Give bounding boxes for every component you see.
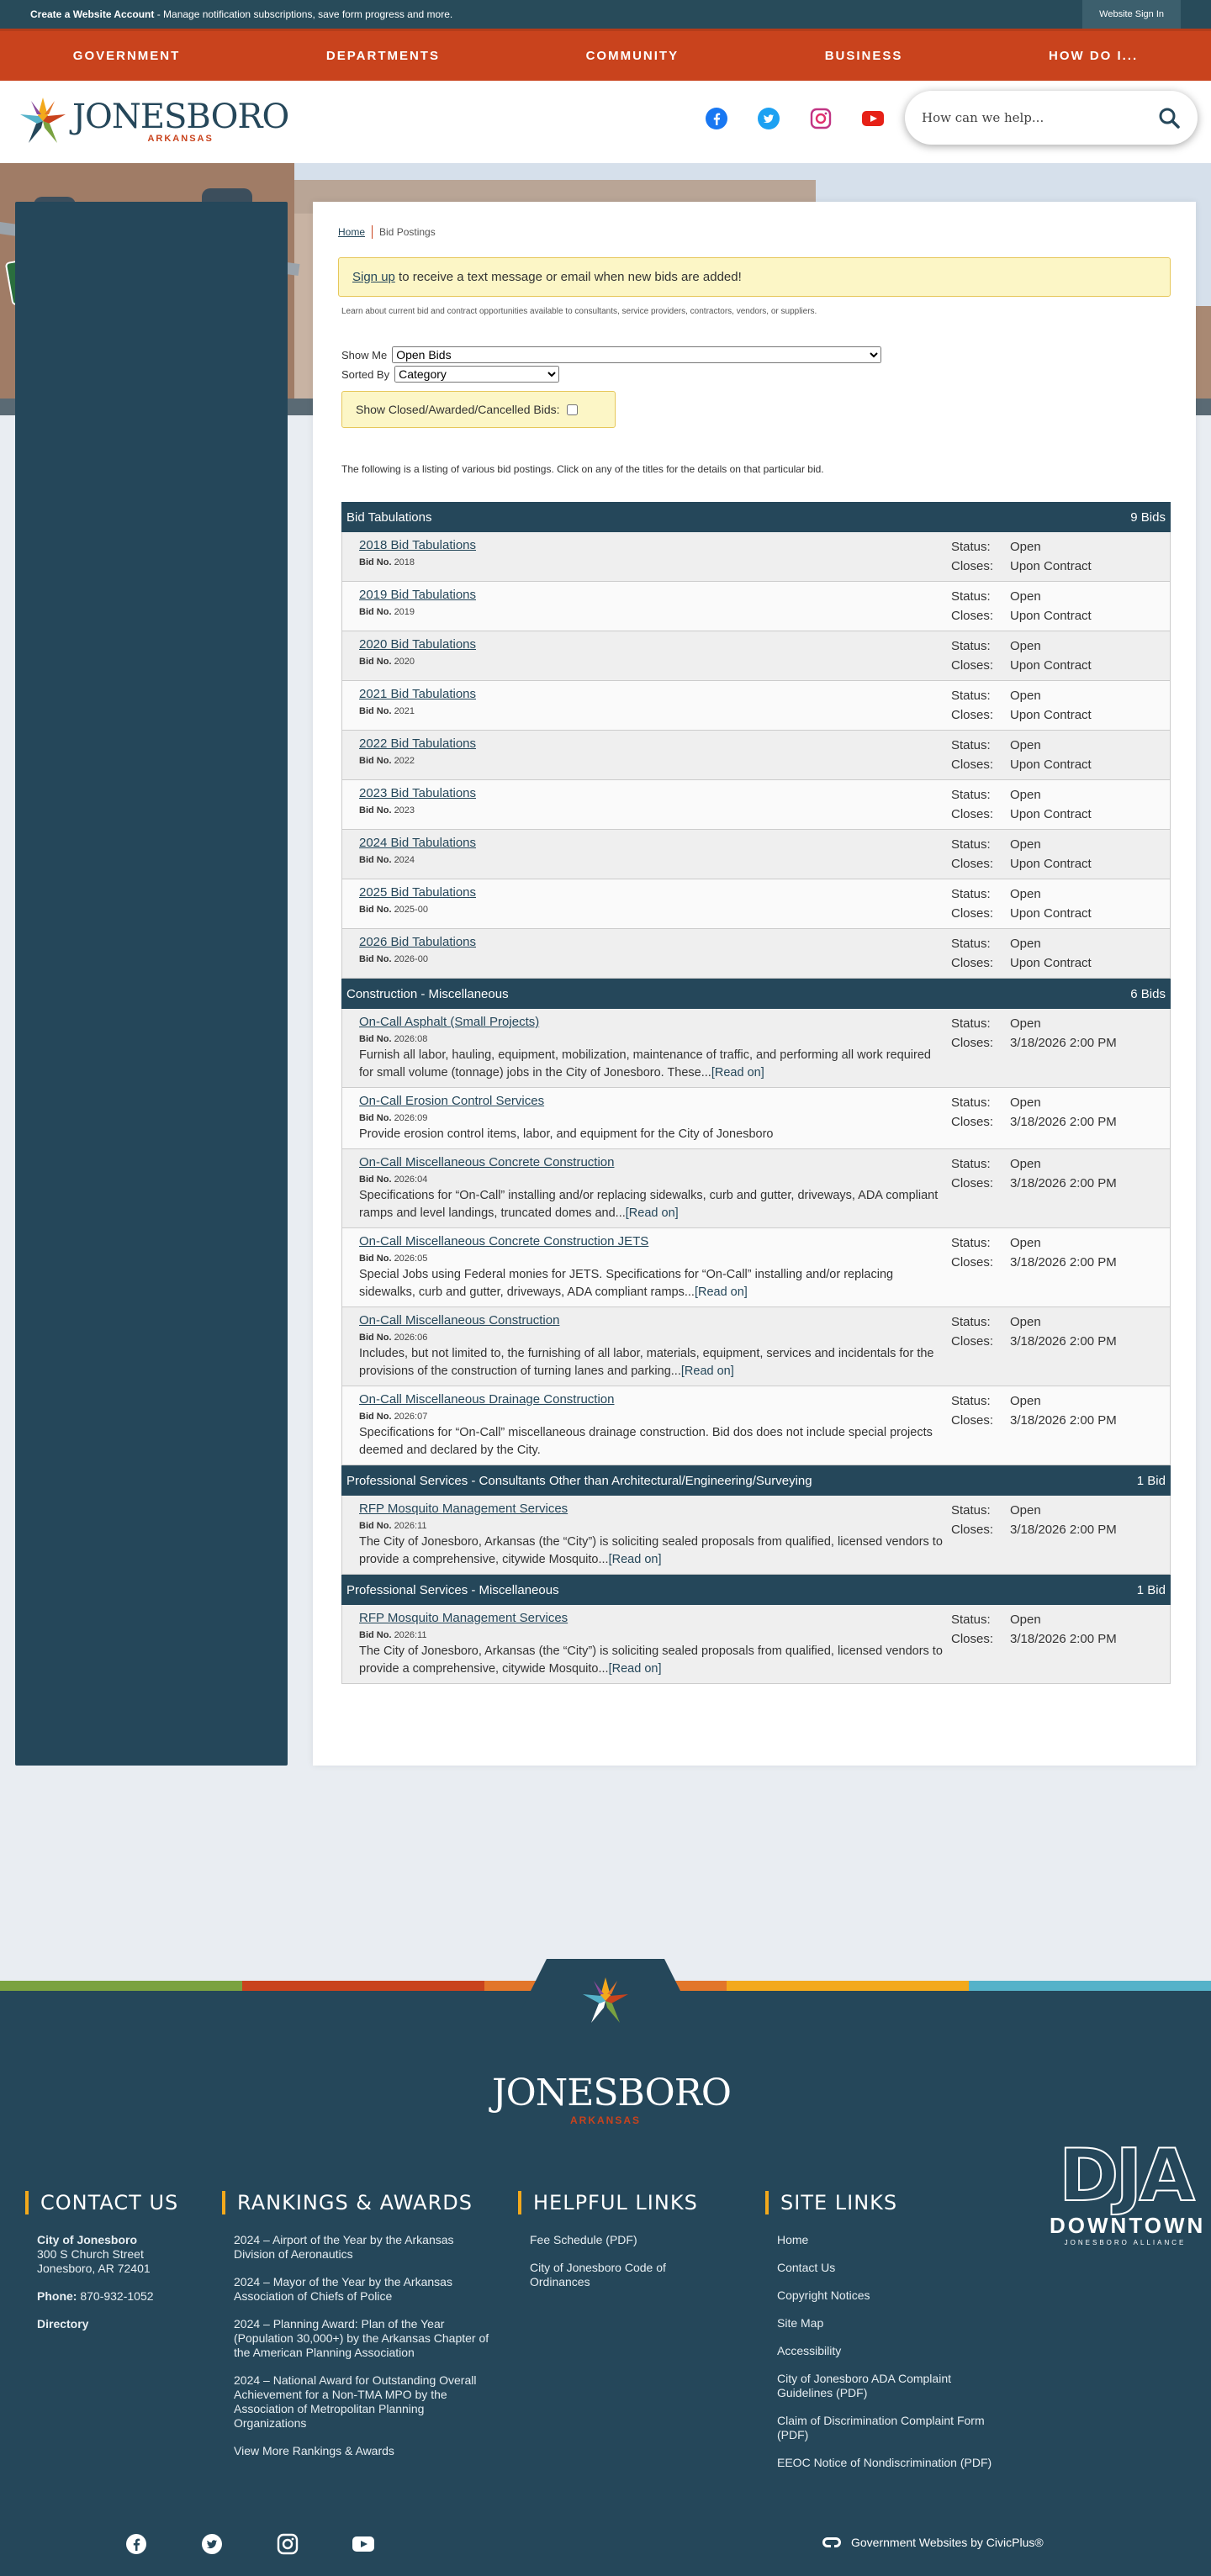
bid-description: Furnish all labor, hauling, equipment, mobilization, maintenance of traffic, and performing all work required for small volume (tonnage) jobs in the City of Jonesboro. These...[Read on]	[359, 1048, 931, 1079]
listing-instructions: The following is a listing of various bid postings. Click on any of the titles for the details on that particular bid.	[341, 463, 824, 475]
create-account-link[interactable]: Create a Website Account - Manage notification subscriptions, save form progress and more.	[30, 8, 453, 20]
bid-status: Status: Open	[951, 689, 1041, 703]
bid-status: Status: Open	[951, 738, 1041, 752]
dja-downtown-text: DOWNTOWN	[1050, 2213, 1206, 2238]
contact-us-column	[25, 2191, 193, 2345]
bid-row	[341, 1605, 1171, 1684]
bid-title-link[interactable]: On-Call Erosion Control Services	[359, 1094, 545, 1108]
bid-row	[341, 1386, 1171, 1465]
category-name: Construction - Miscellaneous	[346, 986, 509, 1001]
notice-text: to receive a text message or email when new bids are added!	[394, 270, 742, 284]
nav-how-do-i[interactable]: HOW DO I...	[1049, 49, 1139, 63]
bid-status: Status: Open	[951, 1394, 1041, 1408]
fee-schedule-link[interactable]: Fee Schedule (PDF)	[530, 2233, 637, 2246]
bid-number: Bid No. 2026:06	[359, 1333, 428, 1343]
category-name: Professional Services - Consultants Other than Architectural/Engineering/Surveying	[346, 1473, 812, 1488]
bid-row	[341, 929, 1171, 979]
site-link-ada-guidelines[interactable]: City of Jonesboro ADA Complaint Guidelines (PDF)	[777, 2372, 951, 2399]
bid-row	[341, 532, 1171, 582]
bid-status: Status: Open	[951, 1503, 1041, 1518]
bid-number: Bid No. 2026:11	[359, 1630, 427, 1640]
helpful-links-column	[518, 2191, 711, 2303]
site-search	[905, 91, 1198, 145]
read-on-link[interactable]: [Read on]	[680, 1365, 734, 1378]
breadcrumb	[338, 225, 1171, 239]
bid-closes: Closes: 3/18/2026 2:00 PM	[951, 1176, 1117, 1190]
bid-status: Status: Open	[951, 589, 1041, 604]
site-logo[interactable]	[17, 96, 288, 148]
youtube-icon[interactable]	[352, 2532, 375, 2556]
bid-status: Status: Open	[951, 788, 1041, 802]
site-link-eeoc-notice[interactable]: EEOC Notice of Nondiscrimination (PDF)	[777, 2456, 992, 2469]
bid-title-link[interactable]: 2021 Bid Tabulations	[359, 687, 476, 701]
civicplus-credit[interactable]	[821, 2536, 1044, 2549]
bid-row	[341, 1496, 1171, 1575]
bid-row	[341, 681, 1171, 731]
bid-status: Status: Open	[951, 1315, 1041, 1329]
read-on-link[interactable]: [Read on]	[608, 1553, 662, 1566]
ranking-link[interactable]: 2024 – Airport of the Year by the Arkansas Division of Aeronautics	[234, 2233, 454, 2261]
bid-title-link[interactable]: 2018 Bid Tabulations	[359, 538, 476, 552]
notify-me-notice	[338, 257, 1171, 297]
dja-downtown-logo[interactable]	[1050, 2134, 1206, 2246]
read-on-link[interactable]: [Read on]	[625, 1206, 679, 1220]
category-header	[341, 1575, 1171, 1605]
ranking-link[interactable]: 2024 – Planning Award: Plan of the Year (Population 30,000+) by the Arkansas Chapter of the American Planning Association	[234, 2317, 489, 2359]
footer-logo-sub: ARKANSAS	[569, 2114, 641, 2126]
bid-title-link[interactable]: RFP Mosquito Management Services	[359, 1502, 568, 1516]
social-links	[705, 107, 885, 130]
bid-title-link[interactable]: On-Call Miscellaneous Drainage Construction	[359, 1392, 615, 1407]
bid-number: Bid No. 2019	[359, 607, 415, 617]
star-logo-icon	[17, 96, 69, 148]
breadcrumb-home-link[interactable]: Home	[338, 226, 366, 238]
bid-number: Bid No. 2025-00	[359, 905, 428, 915]
bid-list	[338, 1496, 1171, 1575]
bid-row	[341, 1307, 1171, 1386]
helpful-links-heading: HELPFUL LINKS	[518, 2191, 711, 2214]
bid-list	[338, 532, 1171, 979]
dja-letters: DJA	[1059, 2134, 1192, 2218]
dja-alliance-text: JONESBORO ALLIANCE	[1064, 2239, 1187, 2246]
bid-row	[341, 1088, 1171, 1149]
search-input[interactable]	[922, 110, 1157, 125]
main-navigation	[0, 29, 1211, 81]
bid-status: Status: Open	[951, 1016, 1041, 1031]
view-more-rankings-link[interactable]: View More Rankings & Awards	[234, 2444, 394, 2457]
civicplus-text: Government Websites by CivicPlus®	[851, 2536, 1044, 2549]
footer-social-links	[124, 2532, 375, 2556]
bid-number: Bid No. 2026-00	[359, 954, 428, 964]
facebook-icon[interactable]	[705, 107, 728, 130]
show-closed-label: Show Closed/Awarded/Cancelled Bids:	[356, 403, 560, 416]
category-header	[341, 1465, 1171, 1496]
sorted-by-label: Sorted By	[341, 367, 390, 381]
contact-org: City of Jonesboro	[37, 2233, 138, 2246]
bid-category	[338, 502, 1171, 979]
site-link-accessibility[interactable]: Accessibility	[777, 2344, 842, 2357]
bid-closes: Closes: Upon Contract	[951, 906, 1092, 921]
site-link-home[interactable]: Home	[777, 2233, 809, 2246]
category-name: Bid Tabulations	[346, 509, 432, 525]
twitter-icon[interactable]	[757, 107, 780, 130]
breadcrumb-separator	[372, 225, 373, 239]
bid-closes: Closes: 3/18/2026 2:00 PM	[951, 1334, 1117, 1349]
bid-row	[341, 780, 1171, 830]
bid-title-link[interactable]: On-Call Miscellaneous Concrete Construction	[359, 1155, 615, 1169]
bid-row	[341, 1149, 1171, 1228]
bid-closes: Closes: 3/18/2026 2:00 PM	[951, 1632, 1117, 1646]
footer-logo-name: JONESBORO	[492, 2072, 731, 2114]
bid-status: Status: Open	[951, 540, 1041, 554]
bid-closes: Closes: 3/18/2026 2:00 PM	[951, 1115, 1117, 1129]
footer-logo[interactable]	[492, 2072, 731, 2126]
category-count: 9 Bids	[1130, 509, 1166, 525]
bid-description: The City of Jonesboro, Arkansas (the “City”) is soliciting sealed proposals from qualified, licensed vendors to provide a comprehensive, citywide Mosquito...[Read on]	[359, 1644, 943, 1676]
bid-status: Status: Open	[951, 639, 1041, 653]
bid-title-link[interactable]: 2023 Bid Tabulations	[359, 786, 476, 800]
bid-number: Bid No. 2026:04	[359, 1175, 428, 1185]
bid-closes: Closes: Upon Contract	[951, 708, 1092, 722]
category-header	[341, 979, 1171, 1009]
bid-title-link[interactable]: 2024 Bid Tabulations	[359, 836, 476, 850]
bid-number: Bid No. 2026:07	[359, 1412, 428, 1422]
youtube-icon[interactable]	[861, 107, 885, 130]
bid-closes: Closes: 3/18/2026 2:00 PM	[951, 1255, 1117, 1270]
bid-status: Status: Open	[951, 1613, 1041, 1627]
nav-departments[interactable]: DEPARTMENTS	[325, 49, 440, 63]
bid-closes: Closes: Upon Contract	[951, 658, 1092, 673]
read-on-link[interactable]: [Read on]	[694, 1285, 748, 1299]
bid-number: Bid No. 2021	[359, 706, 415, 716]
sorted-by-select[interactable]	[394, 366, 559, 383]
bid-description: Includes, but not limited to, the furnishing of all labor, materials, equipment, services and incidentals for the provisions of the construction of turning lanes and parking...[Read on]	[359, 1347, 934, 1378]
show-me-select[interactable]	[392, 346, 881, 363]
bid-status: Status: Open	[951, 937, 1041, 951]
directory-link[interactable]: Directory	[37, 2317, 89, 2331]
bid-number: Bid No. 2024	[359, 855, 415, 865]
read-on-link[interactable]: [Read on]	[711, 1066, 764, 1079]
bid-number: Bid No. 2026:09	[359, 1113, 428, 1123]
bid-closes: Closes: Upon Contract	[951, 609, 1092, 623]
bid-category	[338, 1465, 1171, 1575]
bid-row	[341, 879, 1171, 929]
site-footer	[0, 1981, 1211, 2576]
site-links-heading: SITE LINKS	[765, 2191, 1009, 2214]
nav-business[interactable]: BUSINESS	[824, 49, 903, 63]
bid-row	[341, 830, 1171, 879]
website-sign-in-button[interactable]: Website Sign In	[1082, 0, 1181, 29]
bid-number: Bid No. 2020	[359, 657, 415, 667]
logo-subtitle: ARKANSAS	[147, 134, 214, 144]
bid-list	[338, 1605, 1171, 1684]
ranking-link[interactable]: 2024 – Mayor of the Year by the Arkansas Association of Chiefs of Police	[234, 2275, 452, 2303]
bid-closes: Closes: 3/18/2026 2:00 PM	[951, 1413, 1117, 1428]
sidebar-panel	[15, 202, 288, 1766]
bid-description: Specifications for “On-Call” miscellaneous drainage construction. Bid dos does not include special projects deemed and declared by the City.	[359, 1426, 933, 1457]
category-count: 1 Bid	[1136, 1473, 1166, 1488]
twitter-icon[interactable]	[200, 2532, 224, 2556]
bid-number: Bid No. 2026:05	[359, 1254, 428, 1264]
page-body	[0, 226, 1211, 1979]
phone-label: Phone:	[37, 2289, 77, 2303]
bid-number: Bid No. 2023	[359, 805, 415, 816]
site-link-copyright[interactable]: Copyright Notices	[777, 2288, 870, 2302]
site-header	[0, 81, 1211, 163]
read-on-link[interactable]: [Read on]	[608, 1662, 662, 1676]
bid-number: Bid No. 2026:11	[359, 1521, 427, 1531]
site-links-column	[765, 2191, 1009, 2484]
bid-row	[341, 631, 1171, 681]
contact-address-2: Jonesboro, AR 72401	[37, 2262, 151, 2275]
bid-closes: Closes: 3/18/2026 2:00 PM	[951, 1523, 1117, 1537]
bid-description: The City of Jonesboro, Arkansas (the “City”) is soliciting sealed proposals from qualified, licensed vendors to provide a comprehensive, citywide Mosquito...[Read on]	[359, 1535, 943, 1566]
bid-categories	[338, 502, 1171, 1684]
rankings-heading: RANKINGS & AWARDS	[222, 2191, 491, 2214]
site-link-discrimination-form[interactable]: Claim of Discrimination Complaint Form (PDF)	[777, 2414, 985, 2441]
bid-title-link[interactable]: RFP Mosquito Management Services	[359, 1611, 568, 1625]
bid-category	[338, 1575, 1171, 1684]
bid-number: Bid No. 2018	[359, 557, 415, 567]
rankings-awards-column	[222, 2191, 491, 2472]
bid-title-link[interactable]: 2020 Bid Tabulations	[359, 637, 476, 652]
bid-status: Status: Open	[951, 1157, 1041, 1171]
search-icon[interactable]	[1157, 106, 1181, 129]
category-count: 1 Bid	[1136, 1582, 1166, 1597]
sign-up-link[interactable]: Sign up	[352, 270, 395, 284]
show-closed-toggle	[341, 391, 616, 428]
intro-text: Learn about current bid and contract opportunities available to consultants, service providers, contractors, vendors, or suppliers.	[341, 307, 817, 316]
civicplus-icon	[821, 2536, 843, 2549]
bid-closes: Closes: Upon Contract	[951, 757, 1092, 772]
bid-row	[341, 1009, 1171, 1088]
category-header	[341, 502, 1171, 532]
facebook-icon[interactable]	[124, 2532, 148, 2556]
bid-closes: Closes: Upon Contract	[951, 956, 1092, 970]
bid-closes: Closes: Upon Contract	[951, 857, 1092, 871]
bid-closes: Closes: Upon Contract	[951, 807, 1092, 821]
main-content	[313, 202, 1196, 1766]
nav-government[interactable]: GOVERNMENT	[72, 49, 181, 63]
logo-name: JONESBORO	[72, 98, 289, 136]
contact-address-1: 300 S Church Street	[37, 2247, 144, 2261]
bid-description: Provide erosion control items, labor, and equipment for the City of Jonesboro	[359, 1127, 774, 1141]
bid-status: Status: Open	[951, 887, 1041, 901]
bid-description: Special Jobs using Federal monies for JETS. Specifications for “On-Call” installing and/or replacing sidewalks, curb and gutter, driveways, ADA compliant ramps...[Read on]	[359, 1268, 894, 1299]
top-bar	[0, 0, 1211, 29]
bid-title-link[interactable]: 2025 Bid Tabulations	[359, 885, 476, 900]
bid-status: Status: Open	[951, 1095, 1041, 1110]
bid-number: Bid No. 2026:08	[359, 1034, 428, 1044]
bid-status: Status: Open	[951, 1236, 1041, 1250]
bid-row	[341, 582, 1171, 631]
instagram-icon[interactable]	[809, 107, 833, 130]
bid-description: Specifications for “On-Call” installing and/or replacing sidewalks, curb and gutter, driveways, ADA compliant ramps and level landings, truncated domes and...[Read on]	[359, 1189, 939, 1220]
breadcrumb-current: Bid Postings	[379, 226, 436, 238]
bid-number: Bid No. 2022	[359, 756, 415, 766]
category-name: Professional Services - Miscellaneous	[346, 1582, 559, 1597]
nav-community[interactable]: COMMUNITY	[585, 49, 680, 63]
show-me-label: Show Me	[341, 348, 388, 362]
phone-number[interactable]: 870-932-1052	[77, 2289, 154, 2303]
bid-category	[338, 979, 1171, 1465]
bid-row	[341, 1228, 1171, 1307]
category-count: 6 Bids	[1130, 986, 1166, 1001]
bid-closes: Closes: 3/18/2026 2:00 PM	[951, 1036, 1117, 1050]
show-closed-checkbox[interactable]	[567, 404, 578, 415]
bid-title-link[interactable]: 2019 Bid Tabulations	[359, 588, 476, 602]
bid-title-link[interactable]: On-Call Miscellaneous Concrete Construction JETS	[359, 1234, 649, 1248]
site-link-site-map[interactable]: Site Map	[777, 2316, 824, 2330]
bid-filters	[338, 346, 1171, 383]
bid-list	[338, 1009, 1171, 1465]
instagram-icon[interactable]	[276, 2532, 299, 2556]
bid-status: Status: Open	[951, 837, 1041, 852]
bid-title-link[interactable]: On-Call Asphalt (Small Projects)	[359, 1015, 540, 1029]
bid-closes: Closes: Upon Contract	[951, 559, 1092, 573]
bid-title-link[interactable]: 2026 Bid Tabulations	[359, 935, 476, 949]
ranking-link[interactable]: 2024 – National Award for Outstanding Overall Achievement for a Non-TMA MPO by the Association of Metropolitan Planning Organizations	[234, 2373, 477, 2430]
bid-title-link[interactable]: 2022 Bid Tabulations	[359, 736, 476, 751]
contact-us-heading: CONTACT US	[25, 2191, 193, 2214]
bid-row	[341, 731, 1171, 780]
code-of-ordinances-link[interactable]: City of Jonesboro Code of Ordinances	[530, 2261, 666, 2288]
bid-title-link[interactable]: On-Call Miscellaneous Construction	[359, 1313, 560, 1328]
site-link-contact-us[interactable]: Contact Us	[777, 2261, 836, 2274]
